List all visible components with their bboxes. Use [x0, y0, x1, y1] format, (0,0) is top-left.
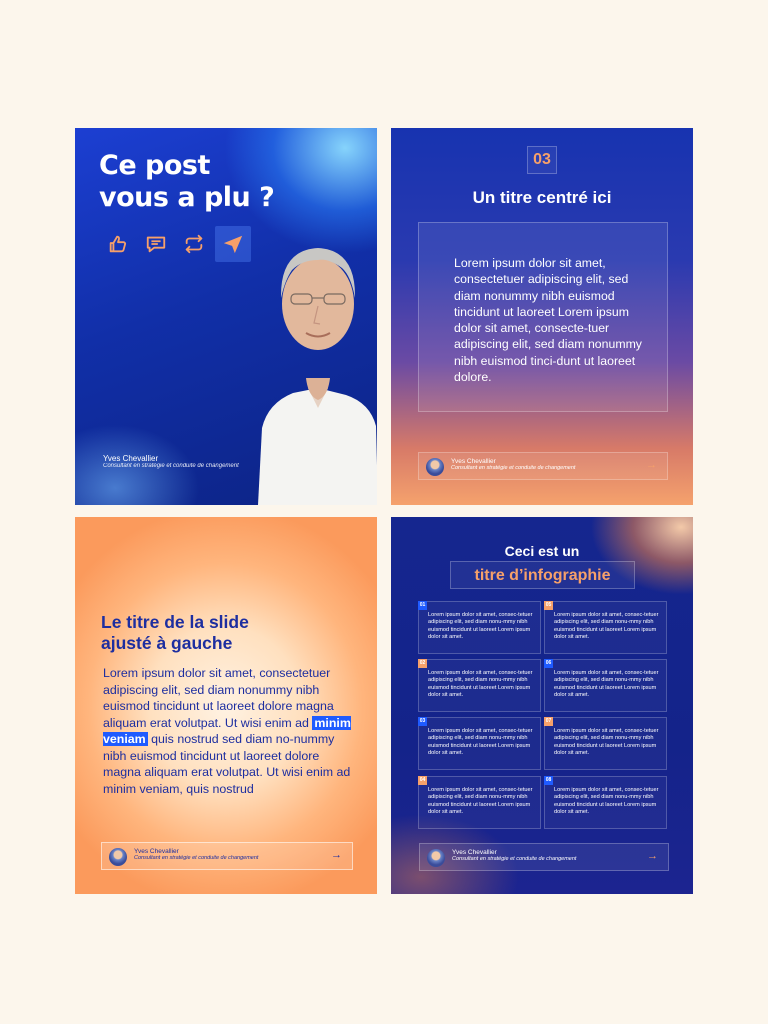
engagement-title-line1: Ce post: [99, 150, 210, 181]
cell-number-badge: 05: [545, 602, 552, 608]
author-footer: [419, 843, 669, 871]
author-footer: [101, 842, 353, 870]
left-title-line1: Le titre de la slide: [101, 612, 249, 632]
infographic-cell: [544, 717, 667, 770]
engagement-title: [99, 150, 274, 214]
avatar: [109, 848, 127, 866]
body-text: [103, 665, 353, 797]
author-role: Consultant en stratégie et conduite de changement: [103, 463, 239, 469]
left-title: [101, 612, 249, 654]
highlighted-text[interactable]: minim veniam: [103, 715, 351, 746]
slide-number: 03: [527, 146, 557, 174]
panel-body-text: Lorem ipsum dolor sit amet, consectetuer adipiscing elit, sed diam nonummy nibh euismod tincidunt ut laoreet Lorem ipsum dolor sit amet, consecte-tuer adipiscing elit, sed diam nonummy nibh euismod tinci-dunt ut laoreet dolore.: [454, 256, 642, 385]
reaction-icons: [105, 226, 251, 262]
author-role: Consultant en stratégie et conduite de changement: [452, 856, 577, 862]
author-footer: [418, 452, 668, 480]
cell-number-badge: 06: [545, 660, 552, 666]
cell-number-badge: 04: [419, 777, 426, 783]
arrow-right-icon[interactable]: →: [331, 849, 342, 861]
infographic-cell: [544, 601, 667, 654]
author-name: Yves Chevallier: [103, 454, 159, 463]
cell-text: Lorem ipsum dolor sit amet, consec-tetuer adipiscing elit, sed diam nonu-mmy nibh euismod tincidunt ut laoreet Lorem ipsum dolor sit amet.: [554, 787, 659, 816]
infographic-cell: [418, 601, 541, 654]
avatar: [427, 849, 445, 867]
cell-text: Lorem ipsum dolor sit amet, consec-tetuer adipiscing elit, sed diam nonu-mmy nibh euismod tincidunt ut laoreet Lorem ipsum dolor sit amet.: [428, 787, 533, 816]
infographic-title-line1: Ceci est un: [504, 543, 580, 559]
thumbs-up-icon[interactable]: [105, 231, 131, 257]
cell-number-badge: 03: [419, 718, 426, 724]
cell-text: Lorem ipsum dolor sit amet, consec-tetuer adipiscing elit, sed diam nonu-mmy nibh euismod tincidunt ut laoreet Lorem ipsum dolor sit amet.: [554, 612, 659, 641]
infographic-cell: [544, 776, 667, 829]
slide-card-infographic: [391, 517, 693, 894]
cell-text: Lorem ipsum dolor sit amet, consec-tetuer adipiscing elit, sed diam nonu-mmy nibh euismod tincidunt ut laoreet Lorem ipsum dolor sit amet.: [428, 728, 533, 757]
arrow-right-icon[interactable]: →: [646, 459, 657, 471]
author-role: Consultant en stratégie et conduite de changement: [451, 465, 576, 471]
infographic-title-line2: titre d’infographie: [450, 561, 635, 589]
infographic-cell: [544, 659, 667, 712]
infographic-cell: [418, 659, 541, 712]
infographic-cell: [418, 717, 541, 770]
cell-text: Lorem ipsum dolor sit amet, consec-tetuer adipiscing elit, sed diam nonu-mmy nibh euismod tincidunt ut laoreet Lorem ipsum dolor sit amet.: [428, 670, 533, 699]
avatar: [426, 458, 444, 476]
author-signature: [103, 454, 239, 469]
slide-card-engagement: [75, 128, 377, 505]
slide-card-left-aligned: [75, 517, 377, 894]
cell-text: Lorem ipsum dolor sit amet, consec-tetuer adipiscing elit, sed diam nonu-mmy nibh euismod tincidunt ut laoreet Lorem ipsum dolor sit amet.: [554, 670, 659, 699]
cell-text: Lorem ipsum dolor sit amet, consec-tetuer adipiscing elit, sed diam nonu-mmy nibh euismod tincidunt ut laoreet Lorem ipsum dolor sit amet.: [428, 612, 533, 641]
body-text-part1: Lorem ipsum dolor sit amet, consectetuer adipiscing elit, sed diam nonummy nibh euismod tincidunt ut laoreet dolore magna aliquam erat volutpat. Ut wisi enim ad: [103, 666, 334, 730]
centered-title: Un titre centré ici: [472, 188, 612, 207]
cell-text: Lorem ipsum dolor sit amet, consec-tetuer adipiscing elit, sed diam nonu-mmy nibh euismod tincidunt ut laoreet Lorem ipsum dolor sit amet.: [554, 728, 659, 757]
author-name: Yves Chevallier: [134, 848, 179, 855]
engagement-title-line2: vous a plu ?: [99, 182, 275, 213]
author-name: Yves Chevallier: [452, 849, 497, 856]
left-title-line2: ajusté à gauche: [101, 633, 233, 653]
author-name: Yves Chevallier: [451, 458, 496, 465]
author-photo: [258, 228, 377, 505]
cell-number-badge: 08: [545, 777, 552, 783]
send-icon[interactable]: [215, 226, 251, 262]
cell-number-badge: 07: [545, 718, 552, 724]
comment-icon[interactable]: [143, 231, 169, 257]
infographic-cell: [418, 776, 541, 829]
arrow-right-icon[interactable]: →: [647, 850, 658, 862]
repost-icon[interactable]: [181, 231, 207, 257]
author-role: Consultant en stratégie et conduite de changement: [134, 855, 259, 861]
cell-number-badge: 01: [419, 602, 426, 608]
text-panel: [418, 222, 668, 412]
slide-card-centered: [391, 128, 693, 505]
body-text-part2: quis nostrud sed diam no-nummy nibh euismod tincidunt ut laoreet dolore magna aliquam erat volutpat. Ut wisi enim ad minim veniam, quis nostrud: [103, 732, 351, 796]
cell-number-badge: 02: [419, 660, 426, 666]
